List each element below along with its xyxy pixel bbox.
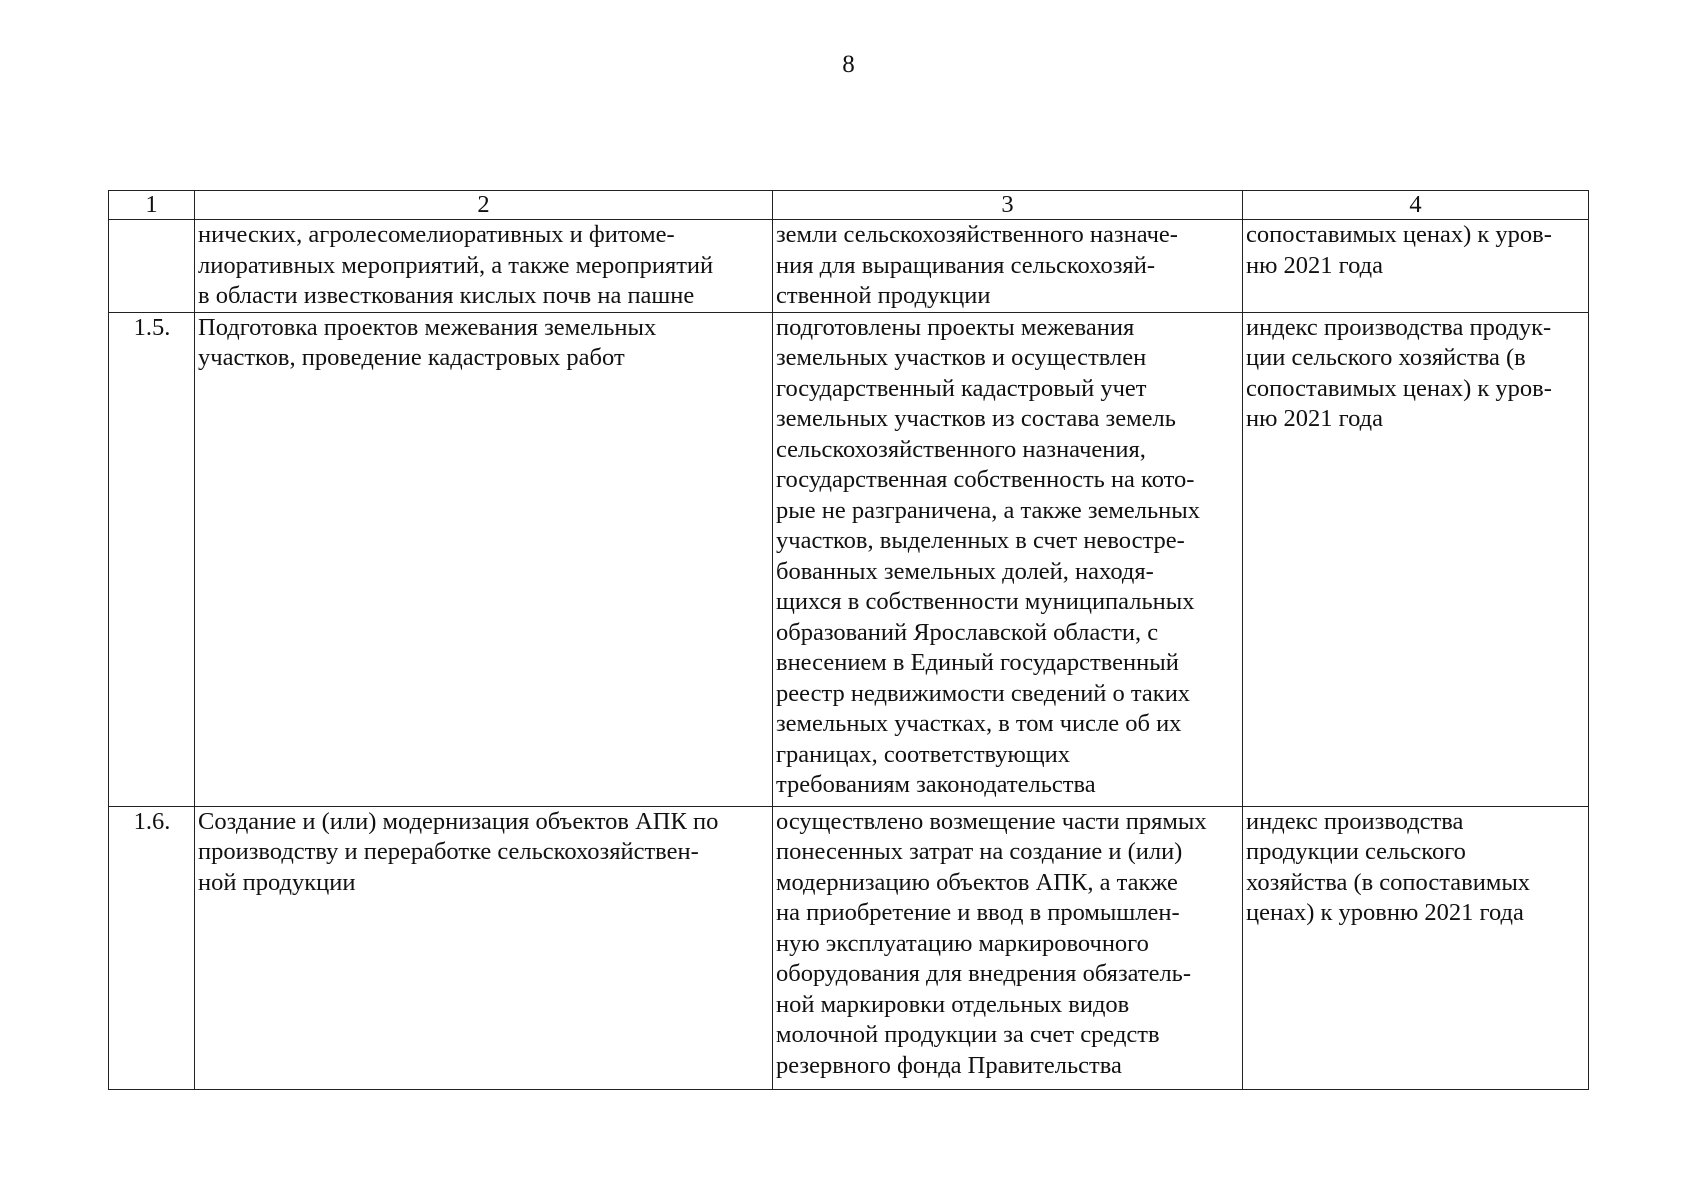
row-number-cell: 1.5. [109, 312, 195, 806]
indicator-cell [1243, 806, 1589, 1089]
indicator-text: индекс производства продукции сельского хозяйства (в сопоставимых ценах) к уровню 2021 года [1246, 807, 1531, 926]
indicator-text: сопоставимых ценах) к уров- ню 2021 года [1246, 221, 1552, 279]
measure-text: Создание и (или) модернизация объектов АПК по производству и переработке сельскохозяйствен- ной продукции [198, 807, 719, 896]
page-number: 8 [842, 51, 855, 78]
header-cell-2: 2 [195, 191, 773, 220]
indicator-cell [1243, 220, 1589, 313]
header-cell-1: 1 [109, 191, 195, 220]
table-row [109, 220, 1589, 313]
result-cell [773, 312, 1243, 806]
document-table [108, 190, 1589, 1090]
result-cell [773, 220, 1243, 313]
row-number-cell: 1.6. [109, 806, 195, 1089]
row-number-cell [109, 220, 195, 313]
header-cell-4: 4 [1243, 191, 1589, 220]
measure-cell [195, 220, 773, 313]
measure-cell [195, 312, 773, 806]
result-cell [773, 806, 1243, 1089]
result-text: осуществлено возмещение части прямых понесенных затрат на создание и (или) модернизацию объектов АПК, а также на приобретение и ввод в промышлен- ную эксплуатацию маркировочного оборудования для внедрения обязатель- ной маркировки отдельных видов молочной продукции за счет средств резервного фонда Правительства [776, 807, 1207, 1079]
table-row [109, 806, 1589, 1089]
indicator-text: индекс производства продук- ции сельского хозяйства (в сопоставимых ценах) к уров- ню 2021 года [1246, 313, 1552, 432]
indicator-cell [1243, 312, 1589, 806]
table-header-row [109, 191, 1589, 220]
result-text: подготовлены проекты межевания земельных участков и осуществлен государственный кадастровый учет земельных участков из состава земель сельскохозяйственного назначения, государственная собственность на кото- рые не разграничена, а также земельных участков, выделенных в счет невостре- бованных земельных долей, находя- щихся в собственности муниципальных образований Ярославской области, с внесением в Единый государственный реестр недвижимости сведений о таких земельных участках, в том числе об их границах, соответствующих требованиям законодательства [776, 313, 1200, 798]
measure-cell [195, 806, 773, 1089]
measure-text: нических, агролесомелиоративных и фитоме- лиоративных мероприятий, а также мероприятий в области известкования кислых почв на пашне [198, 221, 714, 309]
header-cell-3: 3 [773, 191, 1243, 220]
measure-text: Подготовка проектов межевания земельных участков, проведение кадастровых работ [198, 313, 657, 371]
result-text: земли сельскохозяйственного назначе- ния для выращивания сельскохозяй- ственной продукции [776, 221, 1178, 309]
table-row [109, 312, 1589, 806]
